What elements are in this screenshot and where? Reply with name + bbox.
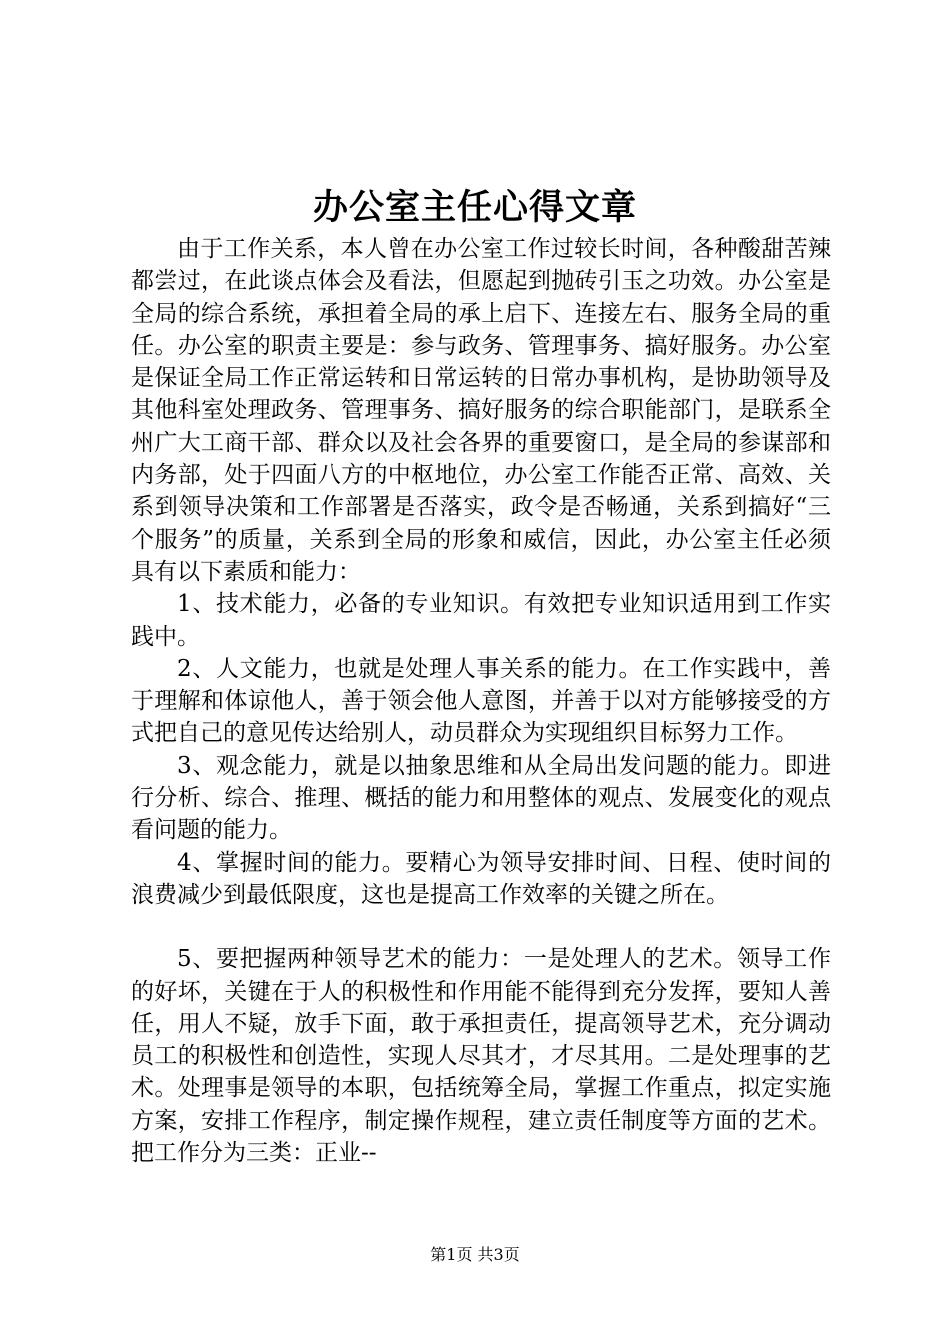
paragraph-item-1: 1、技术能力，必备的专业知识。有效把专业知识适用到工作实践中。: [131, 591, 831, 650]
document-body: [131, 233, 831, 1169]
paragraph-item-5: 5、要把握两种领导艺术的能力：一是处理人的艺术。领导工作的好坏，关键在于人的积极性和作用能不能得到充分发挥，要知人善任，用人不疑，放手下面，敢于承担责任，提高领导艺术，充分调动员工的积极性和创造性，实现人尽其才，才尽其用。二是处理事的艺术。处理事是领导的本职，包括统筹全局，掌握工作重点，拟定实施方案，安排工作程序，制定操作规程，建立责任制度等方面的艺术。把工作分为三类：正业--: [131, 946, 831, 1167]
document-title: 办公室主任心得文章: [312, 187, 637, 228]
paragraph-item-4: 4、掌握时间的能力。要精心为领导安排时间、日程、使时间的浪费减少到最低限度，这也是提高工作效率的关键之所在。: [131, 849, 831, 908]
paragraph-intro: 由于工作关系，本人曾在办公室工作过较长时间，各种酸甜苦辣都尝过，在此谈点体会及看法，但愿起到抛砖引玉之功效。办公室是全局的综合系统，承担着全局的承上启下、连接左右、服务全局的重任。办公室的职责主要是：参与政务、管理事务、搞好服务。办公室是保证全局工作正常运转和日常运转的日常办事机构，是协助领导及其他科室处理政务、管理事务、搞好服务的综合职能部门，是联系全州广大工商干部、群众以及社会各界的重要窗口，是全局的参谋部和内务部，处于四面八方的中枢地位，办公室工作能否正常、高效、关系到领导决策和工作部署是否落实，政令是否畅通，关系到搞好“三个服务”的质量，关系到全局的形象和威信，因此，办公室主任必须具有以下素质和能力：: [131, 236, 831, 585]
paragraph-item-2: 2、人文能力，也就是处理人事关系的能力。在工作实践中，善于理解和体谅他人，善于领会他人意图，并善于以对方能够接受的方式把自己的意见传达给别人，动员群众为实现组织目标努力工作。: [131, 655, 831, 747]
paragraph-item-3: 3、观念能力，就是以抽象思维和从全局出发问题的能力。即进行分析、综合、推理、概括的能力和用整体的观点、发展变化的观点看问题的能力。: [131, 752, 831, 844]
page-number-footer: 第1页 共3页: [430, 1245, 520, 1264]
